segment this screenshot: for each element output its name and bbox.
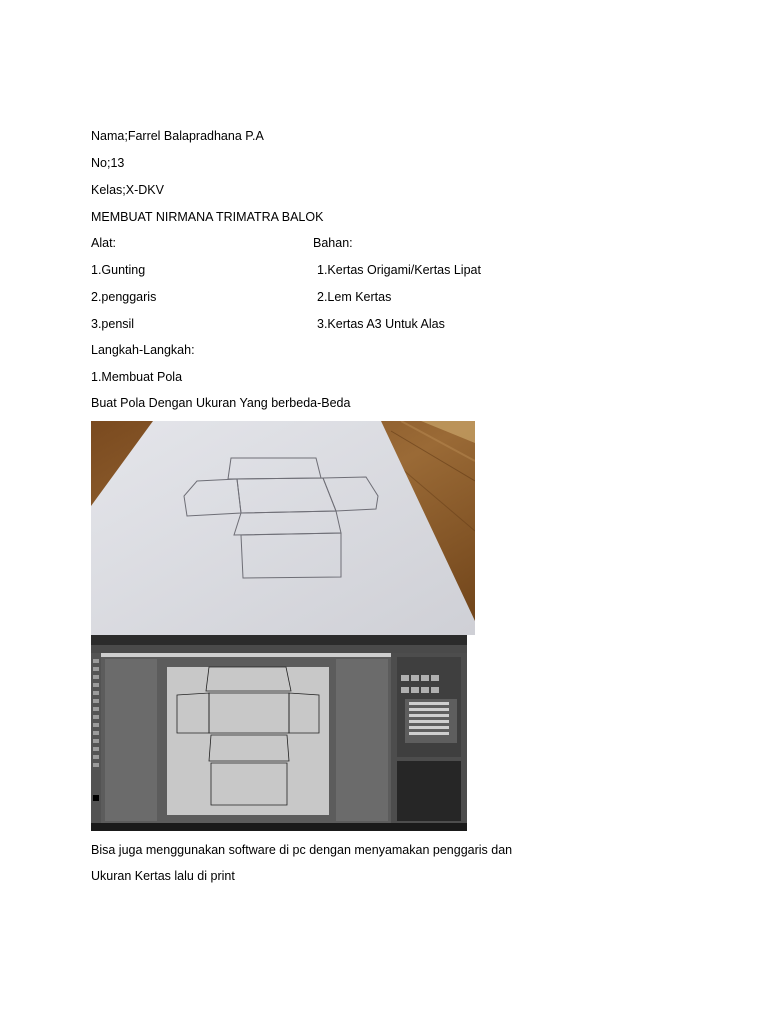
software-screenshot — [91, 635, 467, 831]
step-one: 1.Membuat Pola — [91, 370, 183, 384]
material-item: 2.Lem Kertas — [317, 290, 392, 304]
material-item: 3.Kertas A3 Untuk Alas — [317, 317, 445, 331]
footer-line-one: Bisa juga menggunakan software di pc dengan menyamakan penggaris dan — [91, 843, 513, 857]
document-title: MEMBUAT NIRMANA TRIMATRA BALOK — [91, 210, 324, 224]
pattern-photo — [91, 421, 475, 635]
software-screenshot-drawing — [91, 635, 467, 831]
steps-heading: Langkah-Langkah: — [91, 343, 195, 357]
step-one-description: Buat Pola Dengan Ukuran Yang berbeda-Beda — [91, 396, 351, 410]
materials-heading: Bahan: — [313, 236, 353, 250]
name-line: Nama;Farrel Balapradhana P.A — [91, 129, 264, 143]
tool-item: 2.penggaris — [91, 290, 157, 304]
tool-item: 3.pensil — [91, 317, 135, 331]
pattern-photo-drawing — [91, 421, 475, 635]
material-item: 1.Kertas Origami/Kertas Lipat — [317, 263, 481, 277]
number-line: No;13 — [91, 156, 125, 170]
footer-line-two: Ukuran Kertas lalu di print — [91, 869, 235, 883]
tools-heading: Alat: — [91, 236, 117, 250]
class-line: Kelas;X-DKV — [91, 183, 164, 197]
tool-item: 1.Gunting — [91, 263, 146, 277]
